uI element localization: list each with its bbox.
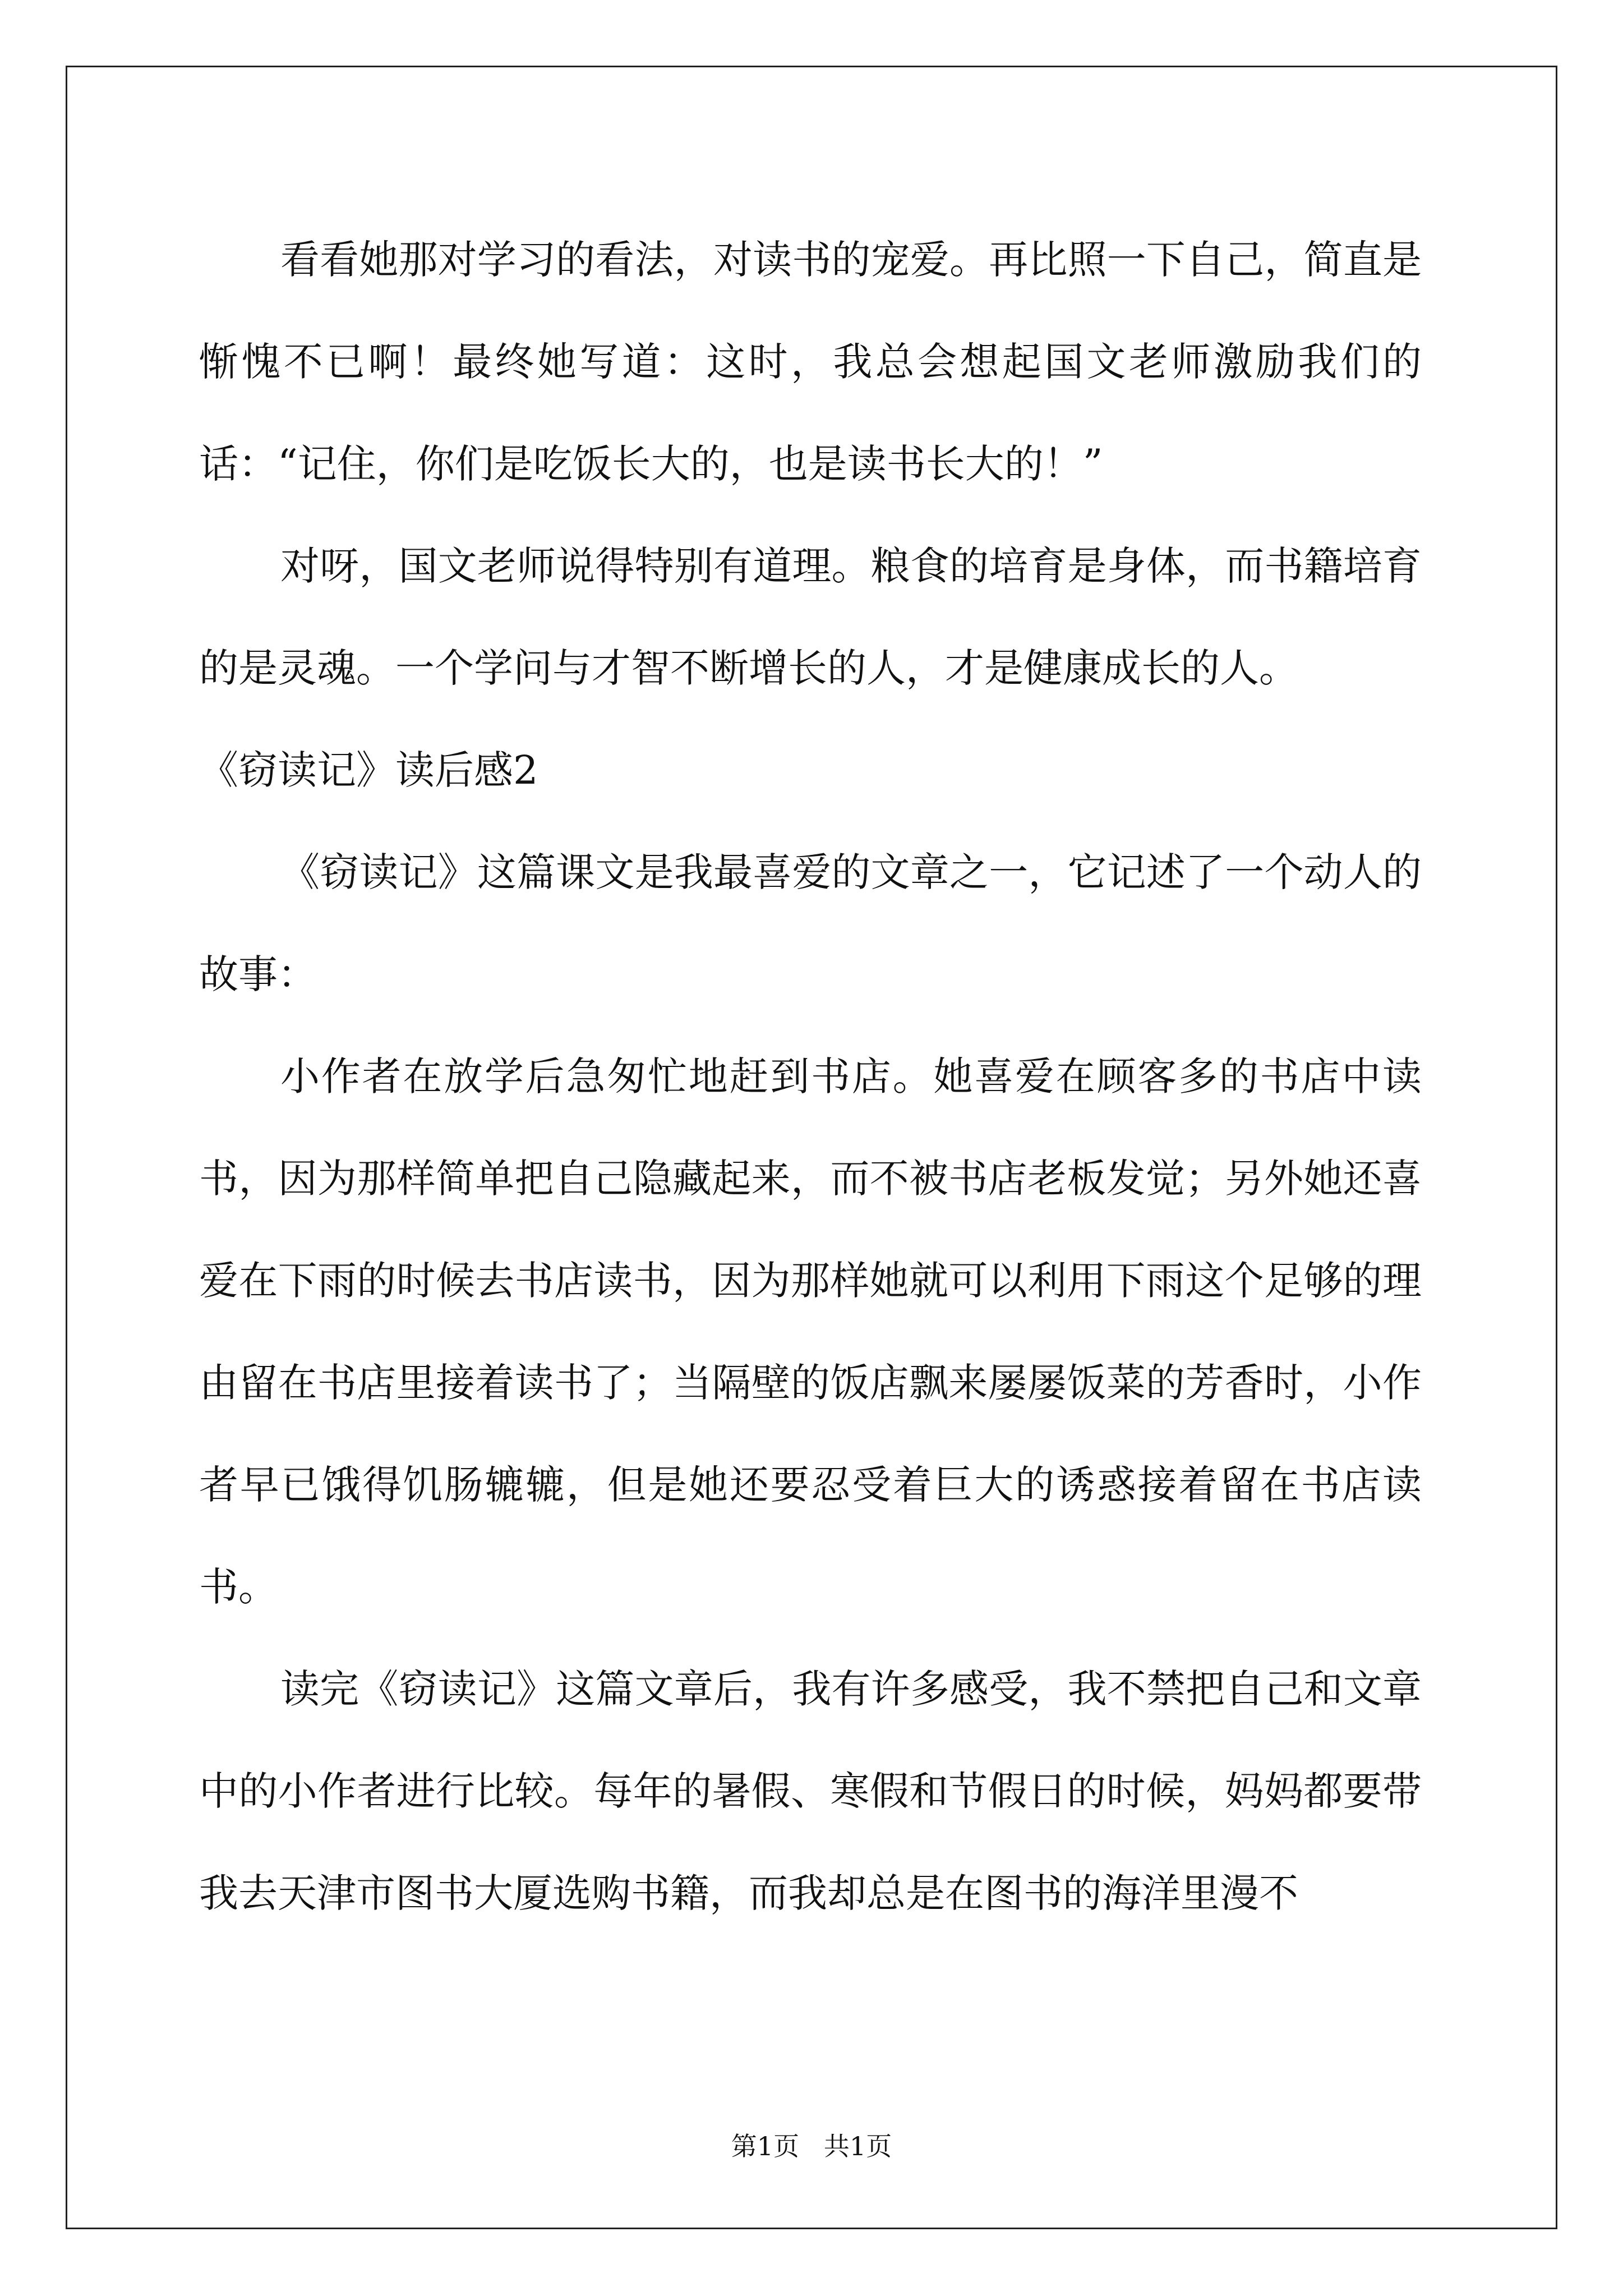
paragraph-5: 读完《窃读记》这篇文章后，我有许多感受，我不禁把自己和文章中的小作者进行比较。每年的暑假、寒假和节假日的时候，妈妈都要带我去天津市图书大厦选购书籍，而我却总是在图书的海洋里漫不 (199, 1666, 1422, 1916)
paragraph-4: 小作者在放学后急匆忙地赶到书店。她喜爱在顾客多的书店中读书，因为那样简单把自己隐藏起来，而不被书店老板发觉；另外她还喜爱在下雨的时候去书店读书，因为那样她就可以利用下雨这个足够的理由留在书店里接着读书了；当隔壁的饭店飘来屡屡饭菜的芳香时，小作者早已饿得饥肠辘辘，但是她还要忍受着巨大的诱惑接着留在书店读书。 (199, 1053, 1422, 1610)
section-heading: 《窃读记》读后感2 (199, 747, 538, 793)
document-body (199, 209, 1422, 1944)
paragraph-3: 《窃读记》这篇课文是我最喜爱的文章之一，它记述了一个动人的故事： (199, 849, 1422, 997)
paragraph-2: 对呀，国文老师说得特别有道理。粮食的培育是身体，而书籍培育的是灵魂。一个学问与才智不断增长的人，才是健康成长的人。 (199, 543, 1422, 691)
paragraph-1: 看看她那对学习的看法，对读书的宠爱。再比照一下自己，简直是惭愧不已啊！最终她写道：这时，我总会想起国文老师激励我们的话：“记住，你们是吃饭长大的，也是读书长大的！” (199, 237, 1422, 487)
page-number-footer: 第1页 共1页 (731, 2131, 892, 2161)
